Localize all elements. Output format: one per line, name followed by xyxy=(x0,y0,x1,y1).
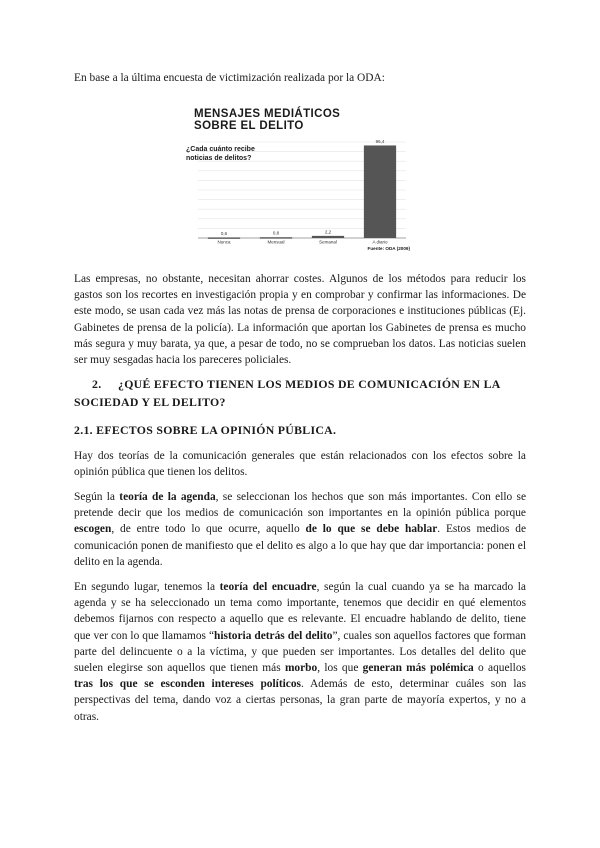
text-run: Según la xyxy=(74,491,120,503)
bar-chart xyxy=(174,104,414,254)
paragraph-press-offices: Las empresas, no obstante, necesitan ahorrar costes. Algunos de los métodos para reducir los gastos son los recortes en investigación propia y en comprobar y confirmar las informaciones. De este modo, se usan cada vez más las notas de prensa de corporaciones e instituciones públicas (Ej. Gabinetes de prensa de la policía). La información que aportan los Gabinetes de prensa es mucho más segura y muy barata, ya que, a pesar de todo, no se comprueban los datos. Las noticias suelen ser muy sesgadas hacia los pareceres policiales. xyxy=(74,273,526,367)
text-run: , se seleccionan los hechos que son más importantes. Con ello se pretende decir que los medios de comunicación son importantes en la opinión pública porque xyxy=(74,491,526,520)
bold-term-intereses-politicos: tras los que se esconden intereses políticos xyxy=(74,678,301,691)
data-label: 0,6 xyxy=(220,230,228,236)
bold-term-framing-theory: teoría del encuadre xyxy=(219,581,317,593)
chart-subtitle-line-2: noticias de delitos? xyxy=(186,155,252,162)
bar-a-diario xyxy=(364,145,396,238)
category-label: Nunca xyxy=(217,239,231,245)
chart-figure xyxy=(174,104,414,254)
bold-term-polemica: generan más polémica xyxy=(362,662,474,675)
chart-title-line-1: MENSAJES MEDIÁTICOS xyxy=(194,108,341,120)
text-run: ”, cuales son aquellos factores que forman parte del delincuente o a la víctima, y que pueden ser importantes. Los detalles del delito que suelen elegirse son aquellos que tienen más xyxy=(74,629,526,675)
bold-term-escogen: escogen xyxy=(74,523,112,536)
section-heading-2 xyxy=(74,375,526,411)
paragraph-framing-theory xyxy=(74,579,526,725)
text-run: , de entre todo lo que ocurre, aquello xyxy=(111,523,306,536)
paragraph-agenda-theory xyxy=(74,489,526,570)
chart-title xyxy=(194,107,344,132)
data-label: 0,8 xyxy=(272,230,280,236)
bold-term-agenda-theory: teoría de la agenda xyxy=(119,491,216,503)
section-heading-line-1: ¿QUÉ EFECTO TIENEN LOS MEDIOS DE COMUNICACIÓN EN LA xyxy=(118,377,501,391)
text-run: . Estos medios de comunicación ponen de manifiesto que el delito es algo a lo que hay que dar importancia: ponen el delito en la agenda. xyxy=(74,523,526,568)
intro-paragraph: En base a la última encuesta de victimización realizada por la ODA: xyxy=(74,72,385,84)
category-label: Semanal xyxy=(319,239,337,245)
chart-source: Fuente: ODA (2009) xyxy=(367,246,410,251)
section-number: 2. xyxy=(92,377,102,391)
bar-mensual xyxy=(260,237,292,238)
subsection-heading-2-1: 2.1. EFECTOS SOBRE LA OPINIÓN PÚBLICA. xyxy=(74,423,337,437)
text-run: o aquellos xyxy=(473,662,526,675)
paragraph-theories-intro: Hay dos teorías de la comunicación generales que están relacionados con los efectos sobre la opinión pública que tienen los delitos. xyxy=(74,450,526,479)
text-run: En segundo lugar, tenemos la xyxy=(74,581,220,593)
text-run: , los que xyxy=(317,662,363,675)
bold-term-morbo: morbo xyxy=(284,662,318,675)
chart-subtitle xyxy=(186,146,257,162)
section-heading-line-2: SOCIEDAD Y EL DELITO? xyxy=(74,395,226,409)
data-label: 2,2 xyxy=(324,229,332,235)
data-label: 96,4 xyxy=(375,138,385,144)
text-run: . Además de esto, determinar cuáles son las perspectivas del tema, dando voz a ciertas personas, la gran parte de mayoría expertos, y no a otras. xyxy=(74,678,527,723)
bold-term-de-lo-que-se-debe-hablar: de lo que se debe hablar xyxy=(305,523,438,536)
bar-semanal xyxy=(312,236,344,238)
category-label: A diario xyxy=(372,239,388,245)
chart-title-line-2: SOBRE EL DELITO xyxy=(194,120,304,132)
bold-term-historia-detras: historia detrás del delito xyxy=(214,629,333,642)
chart-subtitle-line-1: ¿Cada cuánto recibe xyxy=(186,146,255,153)
text-run: , según la cual cuando ya se ha marcado la agenda y se ha seleccionado un tema como importante, tenemos que decidir en qué elementos debemos fijarnos con respecto a aquello que es relevante. El encuadre hablando de delito, tiene que ver con lo que llamamos “ xyxy=(74,581,526,642)
category-label: Mensual xyxy=(267,239,285,245)
